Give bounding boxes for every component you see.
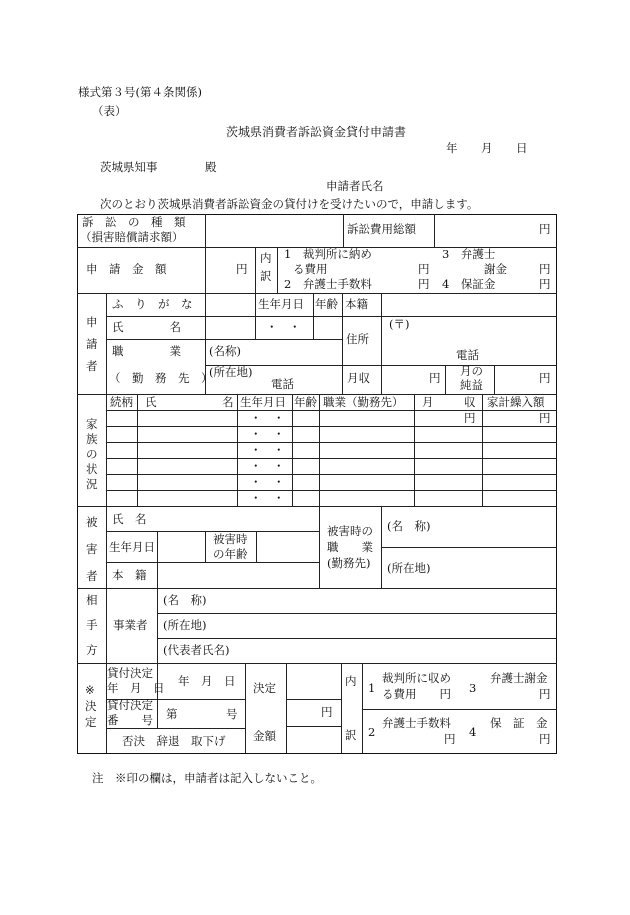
decision-item3-yen: 円 [539,687,551,701]
form-side: （表） [92,104,127,118]
decision-item2-yen: 円 [444,732,456,746]
victim-job-label-c: (勤務先) [327,556,371,570]
applicant-group-2: 請 [86,337,98,351]
family-col-contribution: 家計繰入額 [487,395,545,409]
decision-item2-label: 弁護士手数料 [382,716,451,730]
family-col-age: 年齢 [294,395,317,409]
item4-deposit: 4 保証金 [442,277,496,291]
applicant-birthdate-label: 生年月日 [258,297,304,311]
item2-yen: 円 [418,277,430,291]
victim-name-label: 氏 名 [112,512,147,526]
decision-outcomes: 否決 辞退 取下げ [122,734,226,748]
victim-age-label-a: 被害時 [213,532,248,546]
breakdown-label-bottom: 訳 [260,269,272,283]
business-label: 事業者 [113,618,148,632]
family-col-birthdate: 生年月日 [240,395,286,409]
lawsuit-cost-total-label: 訴訟費用総額 [347,222,416,236]
loan-number-label-a: 貸付決定 [107,698,153,712]
victim-job-label-a: 被害時の [327,524,373,538]
requested-amount-label: 申 請 金 額 [86,262,167,276]
decision-item4-label: 保 証 金 [490,716,548,730]
form-title: 茨城県消費者訴訟資金貸付申請書 [226,125,407,139]
opponent-name-label: (名 称) [163,593,207,607]
decision-item3-label-a: 弁護士謝金 [490,671,548,685]
decision-item4-yen: 円 [539,732,551,746]
family-col-income-b: 収 [464,395,476,409]
victim-group-2: 害 [86,542,98,556]
addressee-honorific: 殿 [205,160,217,174]
family-col-occupation: 職業（勤務先） [323,395,404,409]
loan-number-prefix: 第 [166,707,178,721]
applicant-domicile-label: 本籍 [345,297,368,311]
requested-amount-yen: 円 [236,262,248,276]
intro-text: 次のとおり茨城県消費者訴訟資金の貸付けを受けたいので，申請します。 [100,197,479,211]
family-row-3-dots: ・ ・ [250,443,285,457]
family-group-5: 況 [86,477,98,491]
company-phone-label: 電話 [271,377,294,391]
net-income-label-a: 月の [460,364,483,378]
decision-item3-number: 3 [469,681,477,695]
occupation-label: 職 業 [112,344,181,358]
item2-lawyer-fee: 2 弁護士手数料 [284,277,372,291]
family-row-4-dots: ・ ・ [250,459,285,473]
decision-group-1: 決 [85,699,97,713]
decision-breakdown-bottom: 訳 [345,728,357,742]
form-number: 様式第３号(第４条関係) [78,85,202,99]
family-group-4: 状 [86,462,98,476]
applicant-address-label: 住所 [346,332,369,346]
decided-amount-yen: 円 [321,705,333,719]
applicant-name-label: 申請者氏名 [326,179,384,193]
family-col-relation: 続柄 [110,395,133,409]
decision-group-2: 定 [85,715,97,729]
applicant-age-label: 年齢 [315,297,338,311]
family-row-5-dots: ・ ・ [250,475,285,489]
applicant-name-field-label: 氏 名 [112,320,181,334]
decision-item1-label-b: る費用 円 [382,687,451,701]
victim-group-1: 被 [86,515,98,529]
opponent-representative-label: (代表者氏名) [163,643,230,657]
workplace-label: （ 勤 務 先 ） [109,371,213,385]
family-col-income-a: 月 [422,395,434,409]
loan-date-ymd: 年 月 日 [178,674,236,688]
victim-job-location-label: (所在地) [387,561,431,575]
victim-birthdate-label: 生年月日 [109,540,155,554]
victim-age-label-b: の年齢 [213,547,248,561]
applicant-phone-label: 電話 [456,348,479,362]
postal-mark: (〒) [389,317,410,331]
monthly-income-yen: 円 [429,371,441,385]
victim-job-label-b: 職 業 [327,540,373,554]
damages-claim-label: （損害賠償請求額） [80,230,184,244]
loan-number-label-b: 番 号 [107,713,153,727]
date-year-label: 年 [446,141,458,155]
opponent-group-2: 手 [86,618,98,632]
loan-date-label-b: 年 月 日 [107,681,165,695]
decision-item1-label-a: 裁判所に収め [382,671,451,685]
decision-breakdown-top: 内 [345,674,357,688]
cost-total-yen: 円 [539,222,551,236]
loan-number-suffix: 号 [226,707,238,721]
family-col-name-a: 氏 [145,395,157,409]
victim-domicile-label: 本 籍 [112,568,147,582]
family-contribution-yen: 円 [539,411,551,425]
opponent-location-label: (所在地) [163,618,207,632]
office-use-mark: ※ [85,683,95,697]
furigana-label: ふ り が な [112,297,193,311]
lawsuit-type-label: 訴 訟 の 種 類 [82,215,186,229]
family-row-6-dots: ・ ・ [250,491,285,505]
date-day-label: 日 [516,141,528,155]
family-group-1: 家 [86,417,98,431]
decision-item1-number: 1 [368,681,376,695]
company-location-label: (所在地) [209,365,253,379]
item4-yen: 円 [539,277,551,291]
applicant-birthdate-dots: ・ ・ [266,320,301,334]
net-income-yen: 円 [539,371,551,385]
decided-label: 決定 [253,681,276,695]
item3-yen: 円 [539,262,551,276]
item1-court-fee-b: る費用 [293,262,328,276]
item1-yen: 円 [418,262,430,276]
opponent-group-1: 相 [86,593,98,607]
family-row-2-dots: ・ ・ [250,427,285,441]
family-group-2: 族 [86,432,98,446]
monthly-income-label: 月収 [347,371,370,385]
decision-item2-number: 2 [368,725,376,739]
footer-note: 注 ※印の欄は，申請者は記入しないこと。 [92,771,322,785]
item3-lawyer-reward-a: 3 弁護士 [442,247,496,261]
decision-item4-number: 4 [469,725,477,739]
item1-court-fee-a: 1 裁判所に納め [284,247,372,261]
victim-job-name-label: (名 称) [387,519,431,533]
victim-group-3: 者 [86,569,98,583]
addressee: 茨城県知事 [100,160,158,174]
family-group-3: の [86,447,98,461]
applicant-group-1: 申 [86,315,98,329]
opponent-group-3: 方 [86,643,98,657]
loan-date-label-a: 貸付決定 [107,666,153,680]
item3-lawyer-reward-b: 謝金 [484,262,507,276]
breakdown-label-top: 内 [260,251,272,265]
applicant-group-3: 者 [86,359,98,373]
company-name-label: (名称) [209,344,241,358]
net-income-label-b: 純益 [460,378,483,392]
family-income-yen: 円 [464,411,476,425]
date-month-label: 月 [481,141,493,155]
family-col-name-b: 名 [222,395,234,409]
decided-amount-label: 金額 [253,729,276,743]
family-row-1-dots: ・ ・ [250,411,285,425]
